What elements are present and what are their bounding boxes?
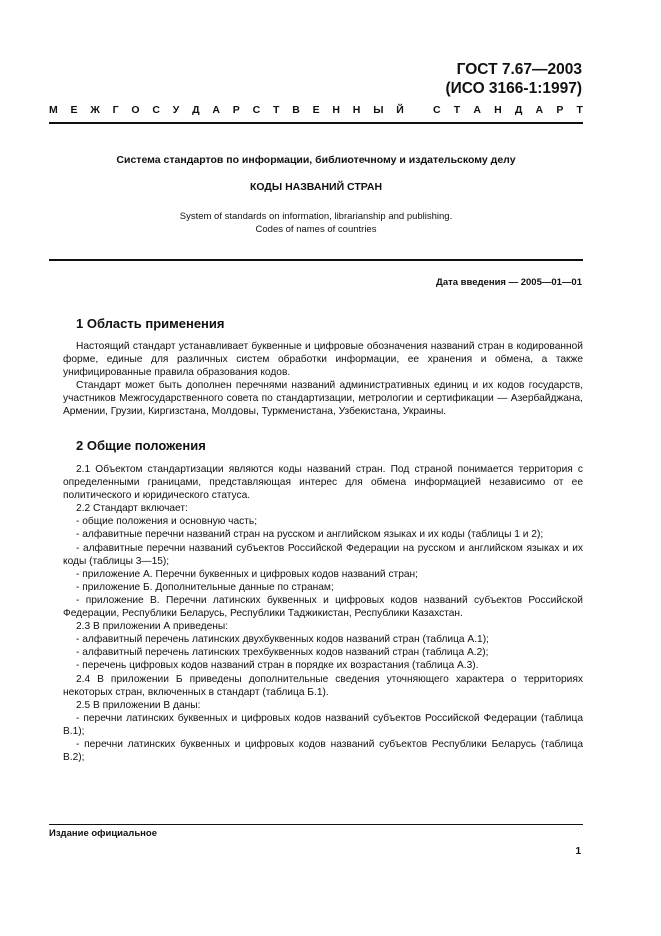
banner-letter: Й (396, 104, 404, 116)
section-2-paragraph: - приложение В. Перечни латинских буквенных и цифровых кодов названий субъектов Российской Федерации, Республики Беларусь, Республики Таджикистан, Республики Казахстан. (63, 594, 583, 620)
banner-letter: В (292, 104, 300, 116)
banner-letter: Ж (90, 104, 100, 116)
banner-letter: С (252, 104, 261, 116)
section-2-heading: 2 Общие положения (76, 438, 206, 453)
footer-rule (49, 824, 583, 825)
banner-word-standard (433, 104, 583, 116)
banner-word-interstate (49, 104, 404, 116)
section-2-body (63, 463, 583, 764)
banner-letter: Т (272, 104, 280, 116)
banner-letter: Е (312, 104, 320, 116)
banner-letter: А (212, 104, 220, 116)
document-title-en: Codes of names of countries (255, 224, 377, 235)
banner-letter: Р (556, 104, 564, 116)
banner-letter: У (172, 104, 180, 116)
section-1-body (63, 340, 583, 419)
page-number: 1 (575, 846, 581, 857)
banner-letter: Т (453, 104, 461, 116)
banner-letter: О (131, 104, 140, 116)
banner-letter: Г (112, 104, 119, 116)
section-2-paragraph: - перечни латинских буквенных и цифровых кодов названий субъектов Российской Федерации (таблица В.1); (63, 712, 583, 737)
introduction-date: Дата введения — 2005—01—01 (436, 277, 582, 288)
banner-letter: С (152, 104, 160, 116)
banner-letter: М (49, 104, 58, 116)
series-title-ru: Система стандартов по информации, библиотечному и издательскому делу (116, 154, 516, 166)
banner-letter: Ы (373, 104, 384, 116)
section-2-paragraph: 2.2 Стандарт включает: (76, 503, 188, 515)
section-2-paragraph: 2.1 Объектом стандартизации являются коды названий стран. Под страной понимается территория с определенными границами, представляющая интерес для обмена информацией независимо от ее политического и юридического статуса. (63, 464, 583, 502)
section-2-paragraph: - перечень цифровых кодов названий стран в порядке их возрастания (таблица А.3). (76, 660, 479, 672)
banner-letter: Н (352, 104, 361, 116)
official-edition-label: Издание официальное (49, 828, 157, 839)
interstate-standard-banner (49, 104, 583, 116)
title-rule (49, 259, 583, 261)
banner-letter: Н (494, 104, 502, 116)
section-1-paragraph: Стандарт может быть дополнен перечнями названий административных единиц и их кодов государств, участников Межгосударственного совета по стандартизации, метрологии и сертификации — Азербайджана, Армении, Грузии, Киргизстана, Молдовы, Туркменистана, Узбекистана, Украины. (63, 380, 583, 418)
section-2-paragraph: - алфавитный перечень латинских двухбуквенных кодов названий стран (таблица А.1); (76, 634, 489, 646)
standard-number-block (445, 60, 582, 98)
section-2-paragraph: 2.5 В приложении В даны: (76, 699, 201, 711)
banner-letter: А (535, 104, 544, 116)
banner-letter: Д (192, 104, 200, 116)
section-2-paragraph: - приложение Б. Дополнительные данные по странам; (76, 581, 334, 593)
section-2-paragraph: - алфавитные перечни названий стран на русском и английском языках и их коды (таблицы 1 и 2); (76, 529, 544, 541)
english-title-block (49, 210, 583, 236)
standard-number: ГОСТ 7.67—2003 (456, 61, 582, 78)
banner-letter: С (433, 104, 441, 116)
section-2-paragraph: 2.3 В приложении А приведены: (76, 621, 229, 633)
banner-letter: Д (514, 104, 523, 116)
section-2-paragraph: - перечни латинских буквенных и цифровых кодов названий субъектов Республики Беларусь (таблица В.2); (63, 738, 583, 764)
section-2-paragraph: - алфавитный перечень латинских трехбуквенных кодов названий стран (таблица А.2); (76, 647, 489, 659)
header-rule (49, 122, 583, 124)
banner-letter: А (473, 104, 481, 116)
section-1-heading: 1 Область применения (76, 316, 225, 331)
banner-letter: Н (332, 104, 340, 116)
section-2-paragraph: - приложение А. Перечни буквенных и цифровых кодов названий стран; (76, 568, 418, 580)
banner-letter: Р (232, 104, 240, 116)
section-1-paragraph: Настоящий стандарт устанавливает буквенные и цифровые обозначения названий стран в кодированной форме, единые для различных систем обработки информации, ее хранения и обмена, а также унифицированные правила образования кодов. (63, 341, 583, 379)
section-2-paragraph: - алфавитные перечни названий субъектов Российской Федерации на русском и английском языках и их коды (таблицы 3—15); (63, 542, 583, 567)
series-title-en: System of standards on information, librarianship and publishing. (179, 211, 453, 222)
iso-number: (ИСО 3166-1:1997) (445, 80, 582, 97)
section-2-paragraph: 2.4 В приложении Б приведены дополнительные сведения уточняющего характера о территориях некоторых стран, включенных в стандарт (таблица Б.1). (63, 673, 583, 698)
banner-letter: Е (70, 104, 78, 116)
section-2-paragraph: - общие положения и основную часть; (76, 516, 258, 528)
document-title-ru: КОДЫ НАЗВАНИЙ СТРАН (249, 181, 383, 193)
banner-letter: Т (576, 104, 583, 116)
